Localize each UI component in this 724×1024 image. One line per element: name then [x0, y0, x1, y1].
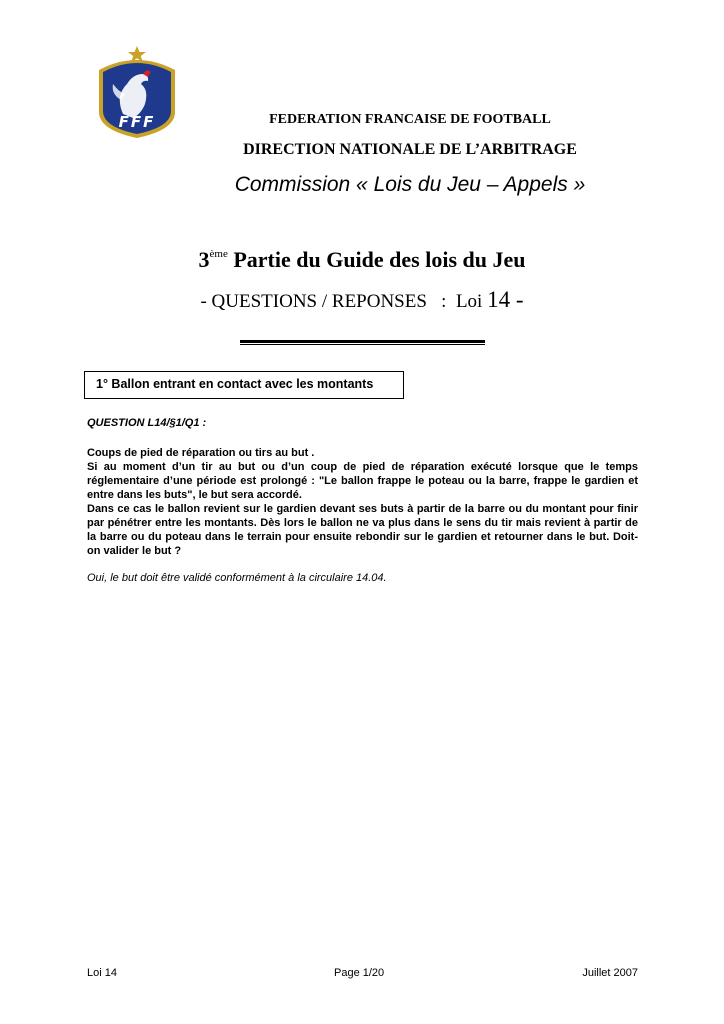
footer-date: Juillet 2007	[582, 967, 638, 979]
federation-name: FEDERATION FRANCAISE DE FOOTBALL	[269, 112, 551, 127]
section-heading-box	[84, 371, 404, 399]
guide-title-number: 3	[198, 247, 210, 272]
guide-title-text: Partie du Guide des lois du Jeu	[227, 247, 526, 272]
fff-logo	[93, 44, 181, 140]
question-text	[87, 446, 638, 558]
questions-heading-prefix: - QUESTIONS / REPONSES : Loi	[200, 291, 488, 312]
question-label: QUESTION L14/§1/Q1 :	[87, 417, 207, 429]
fff-crest-icon	[93, 44, 181, 140]
footer-loi: Loi 14	[87, 967, 117, 979]
answer-text: Oui, le but doit être validé conformément à la circulaire 14.04.	[87, 572, 387, 584]
footer-page-number: Page 1/20	[334, 967, 385, 979]
direction-name: DIRECTION NATIONALE DE L’ARBITRAGE	[243, 141, 577, 158]
guide-title	[120, 247, 604, 273]
question-line: Dans ce cas le ballon revient sur le gardien devant ses buts à partir de la barre ou du montant pour finir par pénétrer entre les montants. Dès lors le ballon ne va plus dans le sens du tir mais revient à partir de la barre ou du poteau dans le terrain pour ensuite rebondir sur le gardien et retourner dans le but. Doit-on valider le but ?	[87, 503, 638, 557]
logo-letters: FFF	[118, 113, 156, 131]
question-line: Coups de pied de réparation ou tirs au but .	[87, 447, 315, 459]
loi-number: 14 -	[487, 287, 524, 312]
questions-reponses-heading	[120, 287, 604, 313]
title-divider	[240, 340, 485, 345]
section-heading-label: 1° Ballon entrant en contact avec les montants	[96, 377, 374, 391]
question-line: Si au moment d’un tir au but ou d’un coup de pied de réparation exécuté lorsque que le temps réglementaire d’une période est prolongé : "Le ballon frappe le poteau ou la barre, frappe le gardien et entre dans les buts", le but sera accordé.	[87, 461, 638, 501]
commission-title: Commission « Lois du Jeu – Appels »	[234, 173, 586, 196]
guide-title-superscript: ème	[209, 248, 228, 260]
